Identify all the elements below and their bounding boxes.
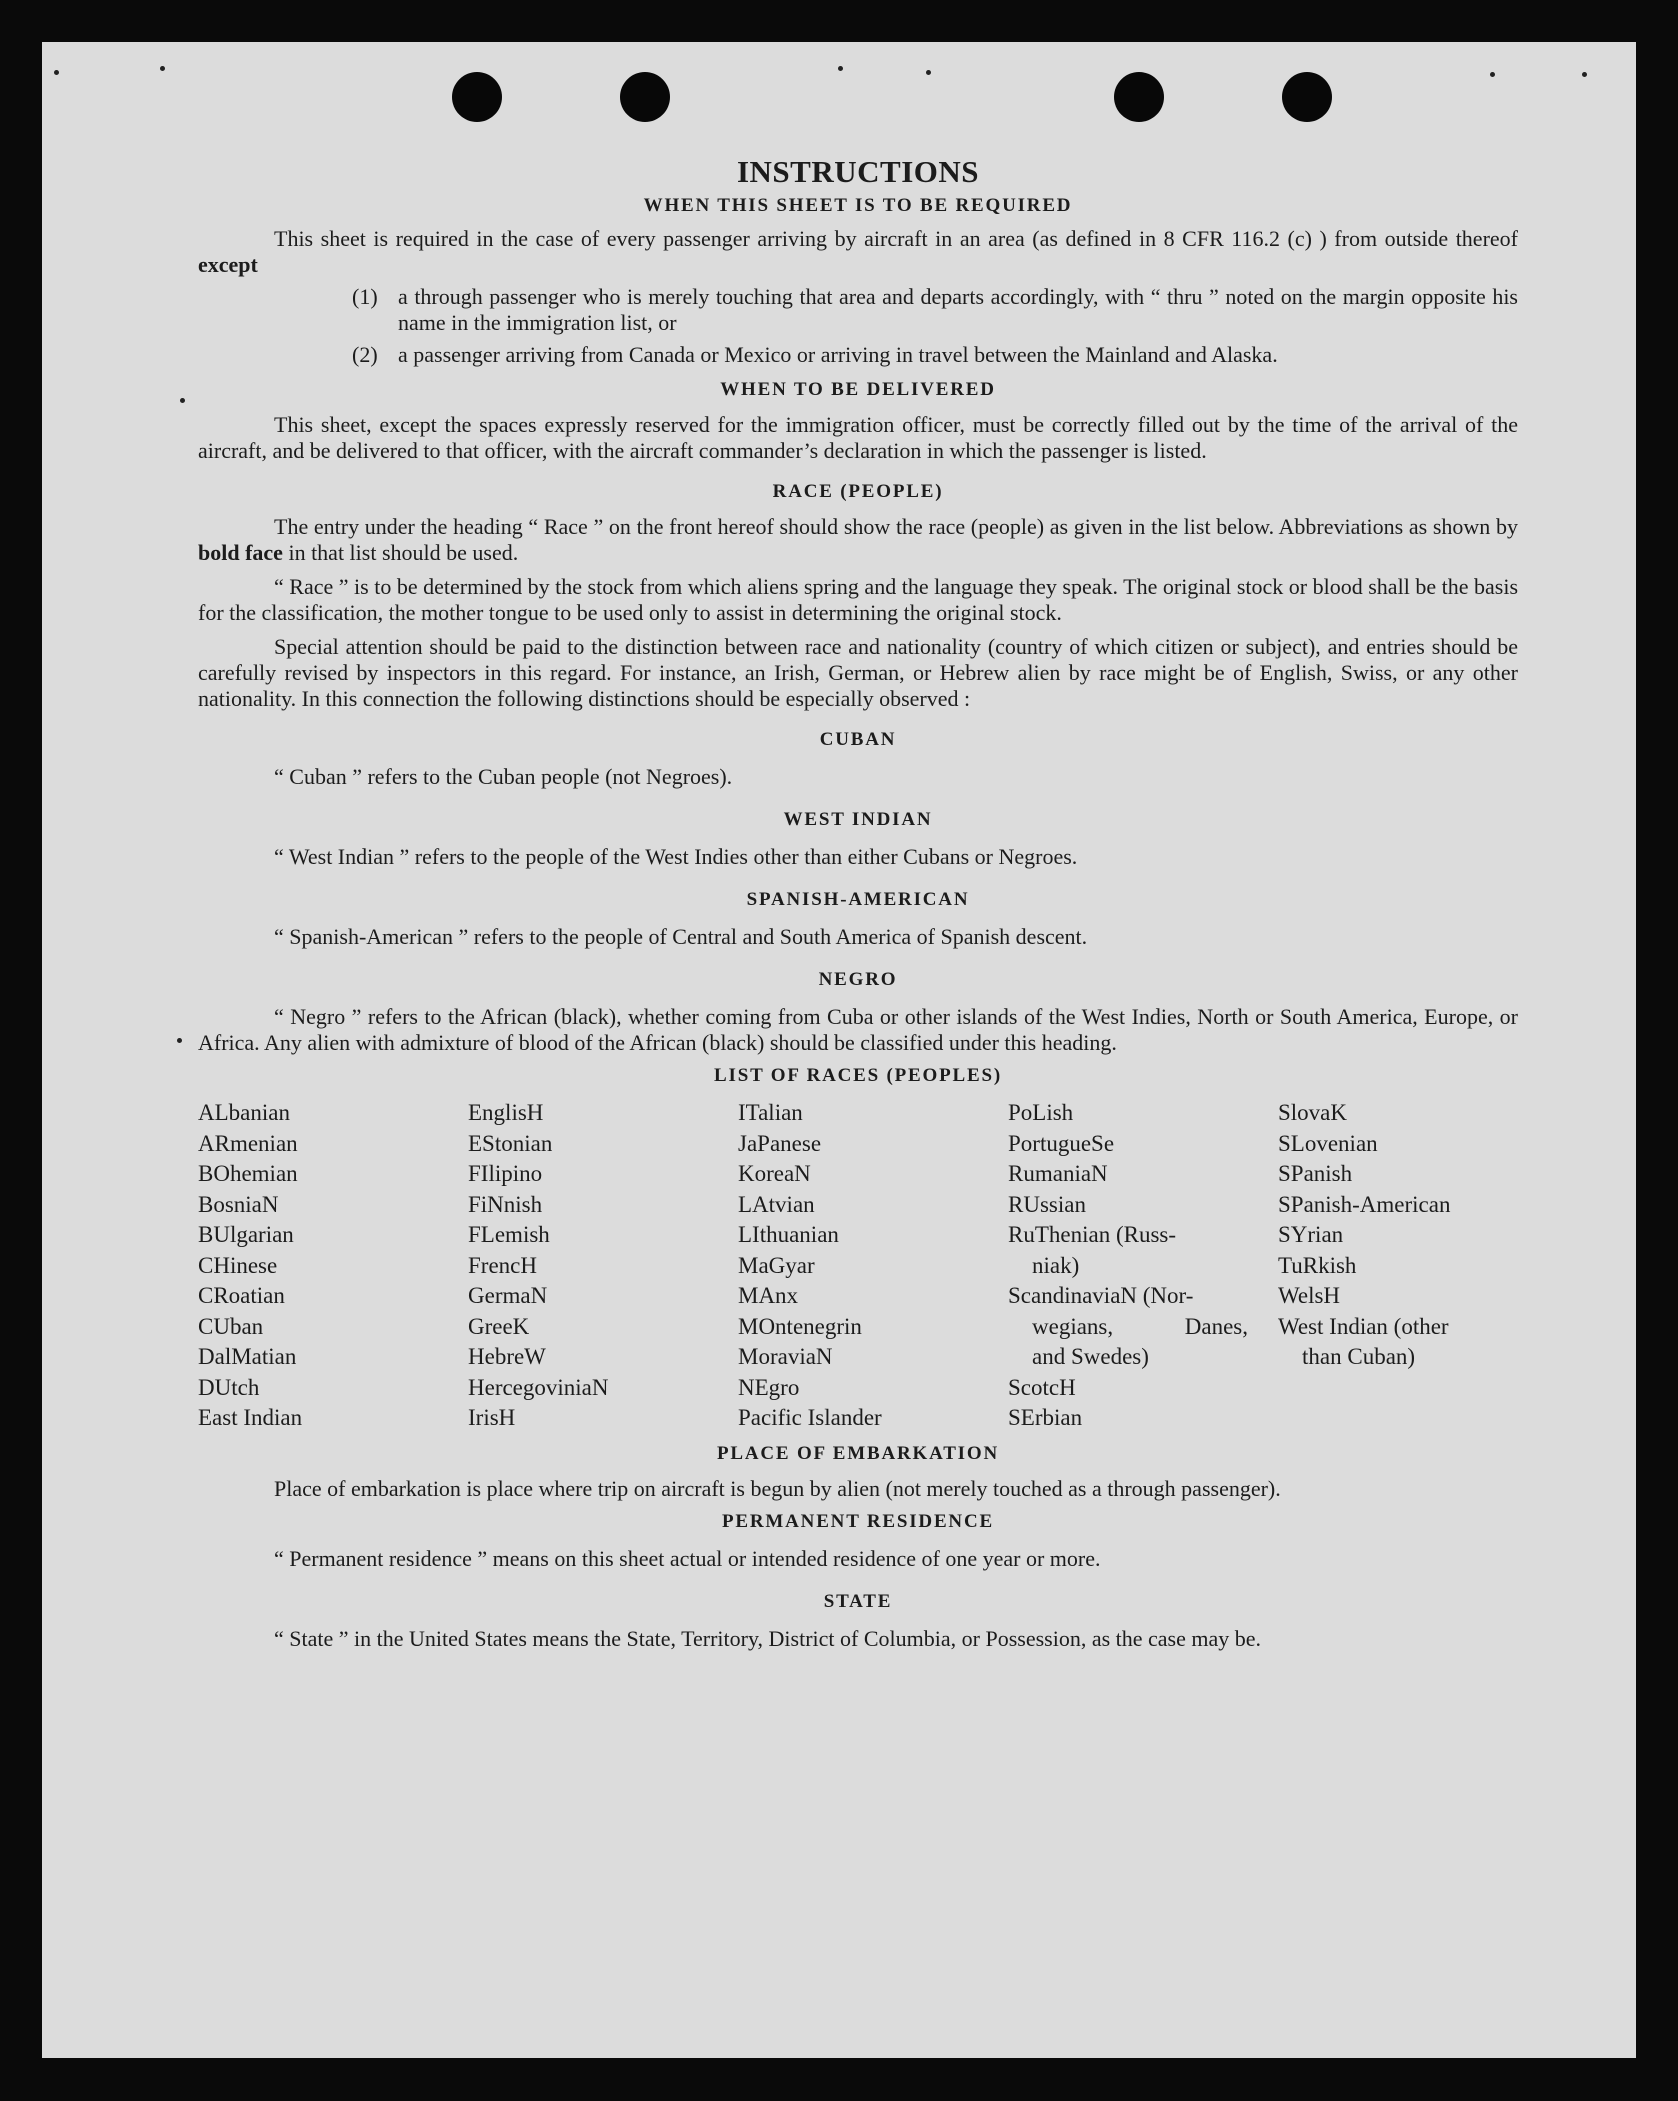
race-entry: SLovenian [1278,1130,1378,1156]
embarkation-text: Place of embarkation is place where trip on aircraft is begun by alien (not merely touched as a through passenger). [274,1475,1281,1501]
race-entry: CHinese [198,1252,278,1278]
section-heading-state: STATE [823,1590,893,1612]
page-title: INSTRUCTIONS [736,154,979,189]
races-list [198,1098,1518,1434]
race-entry: Pacific Islander [738,1405,882,1430]
race-entry: CRoatian [198,1283,285,1308]
race-entry: SYrian [1278,1222,1344,1247]
speck [160,66,165,71]
race-entry: niak) [1032,1252,1080,1278]
race-entry: IrisH [468,1405,516,1430]
race-entry: SlovaK [1278,1100,1347,1125]
punch-hole [1282,72,1332,122]
race-entry: HebreW [468,1344,546,1369]
race-entry: EStonian [468,1130,553,1156]
section-heading-delivered: WHEN TO BE DELIVERED [720,379,996,400]
section-heading-west-indian: WEST INDIAN [783,809,933,830]
race-entry: JaPanese [738,1130,822,1156]
races-column [1278,1098,1518,1434]
west-indian-text: “ West Indian ” refers to the people of the West Indies other than either Cubans or Negroes. [274,844,1078,869]
section-heading-negro: NEGRO [818,969,898,990]
race-paragraph-1: The entry under the heading “ Race ” on the front hereof should show the race (people) as given in the list below. Abbreviations as shown by bold face in that list should be used. [198,514,1518,565]
race-entry: SErbian [1008,1405,1083,1430]
speck [54,70,59,75]
race-entry: FrencH [468,1252,537,1278]
speck [180,398,185,403]
section-heading-cuban: CUBAN [819,729,897,750]
race-entry: MoraviaN [738,1344,833,1369]
required-except: except [198,252,258,277]
race-entry: PoLish [1008,1100,1074,1125]
race-entry: DUtch [198,1374,260,1400]
race-entry: FIlipino [468,1161,543,1186]
document-page [42,42,1636,2058]
state-text: “ State ” in the United States means the State, Territory, District of Columbia, or Possession, as the case may be. [274,1625,1262,1651]
race-entry: than Cuban) [1302,1344,1416,1369]
race-entry: LIthuanian [738,1222,839,1247]
race-entry: RuThenian (Russ- [1008,1222,1177,1247]
section-heading-residence: PERMANENT RESIDENCE [722,1510,994,1532]
race-entry: PortugueSe [1008,1130,1115,1156]
section-heading-list-of-races: LIST OF RACES (PEOPLES) [714,1065,1002,1086]
speck [926,70,931,75]
race-entry: HercegoviniaN [468,1374,609,1400]
race-paragraph-2: “ Race ” is to be determined by the stock from which aliens spring and the language they speak. The original stock or blood shall be the basis for the classification, the mother tongue to be used only to assist in determining the original stock. [198,574,1518,625]
race-entry: BUlgarian [198,1222,294,1247]
negro-text: “ Negro ” refers to the African (black), whether coming from Cuba or other islands of the West Indies, North or South America, Europe, or Africa. Any alien with admixture of blood of the African (black) should be classified under this heading. [198,1004,1518,1055]
race-entry: DalMatian [198,1344,297,1369]
race-entry: ALbanian [198,1100,290,1125]
races-column [198,1098,438,1434]
race-entry: wegians, Danes, [1032,1313,1248,1339]
race-entry: CUban [198,1313,264,1339]
race-entry: KoreaN [738,1161,811,1186]
speck [838,66,843,71]
section-heading-spanish-american: SPANISH-AMERICAN [746,889,970,910]
required-intro: This sheet is required in the case of every passenger arriving by aircraft in an area (as defined in 8 CFR 116.2 (c) ) from outside thereof except [198,226,1518,277]
race-entry: ScandinaviaN (Nor- [1008,1283,1194,1308]
section-heading-race: RACE (PEOPLE) [772,481,944,502]
speck [177,1038,182,1043]
race-entry: EnglisH [468,1100,544,1125]
delivered-text: This sheet, except the spaces expressly reserved for the immigration officer, must be correctly filled out by the time of the arrival of the aircraft, and be delivered to that officer, with the aircraft commander’s declaration in which the passenger is listed. [198,412,1518,463]
race-entry: WelsH [1278,1283,1341,1308]
race-entry: ScotcH [1008,1374,1076,1400]
race-entry: MaGyar [738,1252,815,1278]
races-column [468,1098,708,1434]
residence-text: “ Permanent residence ” means on this sheet actual or intended residence of one year or more. [274,1545,1101,1571]
race-paragraph-3: Special attention should be paid to the distinction between race and nationality (country of which citizen or subject), and entries should be carefully revised by inspectors in this regard. For instance, an Irish, German, or Hebrew alien by race might be of English, Swiss, or any other nationality. In this connection the following distinctions should be especially observed : [198,634,1518,711]
race-entry: FLemish [468,1222,550,1247]
instructions-text [198,154,1518,1652]
required-item-1: (1) a through passenger who is merely touching that area and departs accordingly, with “ thru ” noted on the margin opposite his name in the immigration list, or [352,284,1518,335]
race-entry: GreeK [468,1313,530,1339]
race-entry: RUssian [1008,1191,1086,1217]
race-entry: SPanish [1278,1161,1353,1186]
race-entry: ITalian [738,1100,803,1125]
punch-hole [1114,72,1164,122]
punch-hole [620,72,670,122]
section-heading-required: WHEN THIS SHEET IS TO BE REQUIRED [643,195,1073,216]
race-entry: BosniaN [198,1191,279,1217]
race-entry: East Indian [198,1405,303,1430]
race-entry: FiNnish [468,1191,543,1217]
race-entry: BOhemian [198,1161,298,1186]
speck [1582,72,1587,77]
races-column [1008,1098,1248,1434]
spanish-american-text: “ Spanish-American ” refers to the people of Central and South America of Spanish descent. [274,924,1088,949]
race-entry: and Swedes) [1032,1344,1149,1369]
race-entry: West Indian (other [1278,1313,1449,1339]
section-heading-embarkation: PLACE OF EMBARKATION [717,1442,999,1464]
race-entry: MOntenegrin [738,1313,862,1339]
cuban-text: “ Cuban ” refers to the Cuban people (not Negroes). [274,764,733,789]
punch-hole [452,72,502,122]
race-entry: NEgro [738,1374,800,1400]
race-entry: ARmenian [198,1130,298,1156]
race-entry: MAnx [738,1283,799,1308]
race-entry: GermaN [468,1283,548,1308]
races-column [738,1098,978,1434]
race-entry: LAtvian [738,1191,815,1217]
race-entry: TuRkish [1278,1252,1357,1278]
race-entry: RumaniaN [1008,1161,1108,1186]
race-entry: SPanish-American [1278,1191,1451,1217]
required-item-2: (2) a passenger arriving from Canada or Mexico or arriving in travel between the Mainland and Alaska. [352,342,1278,367]
speck [1490,72,1495,77]
